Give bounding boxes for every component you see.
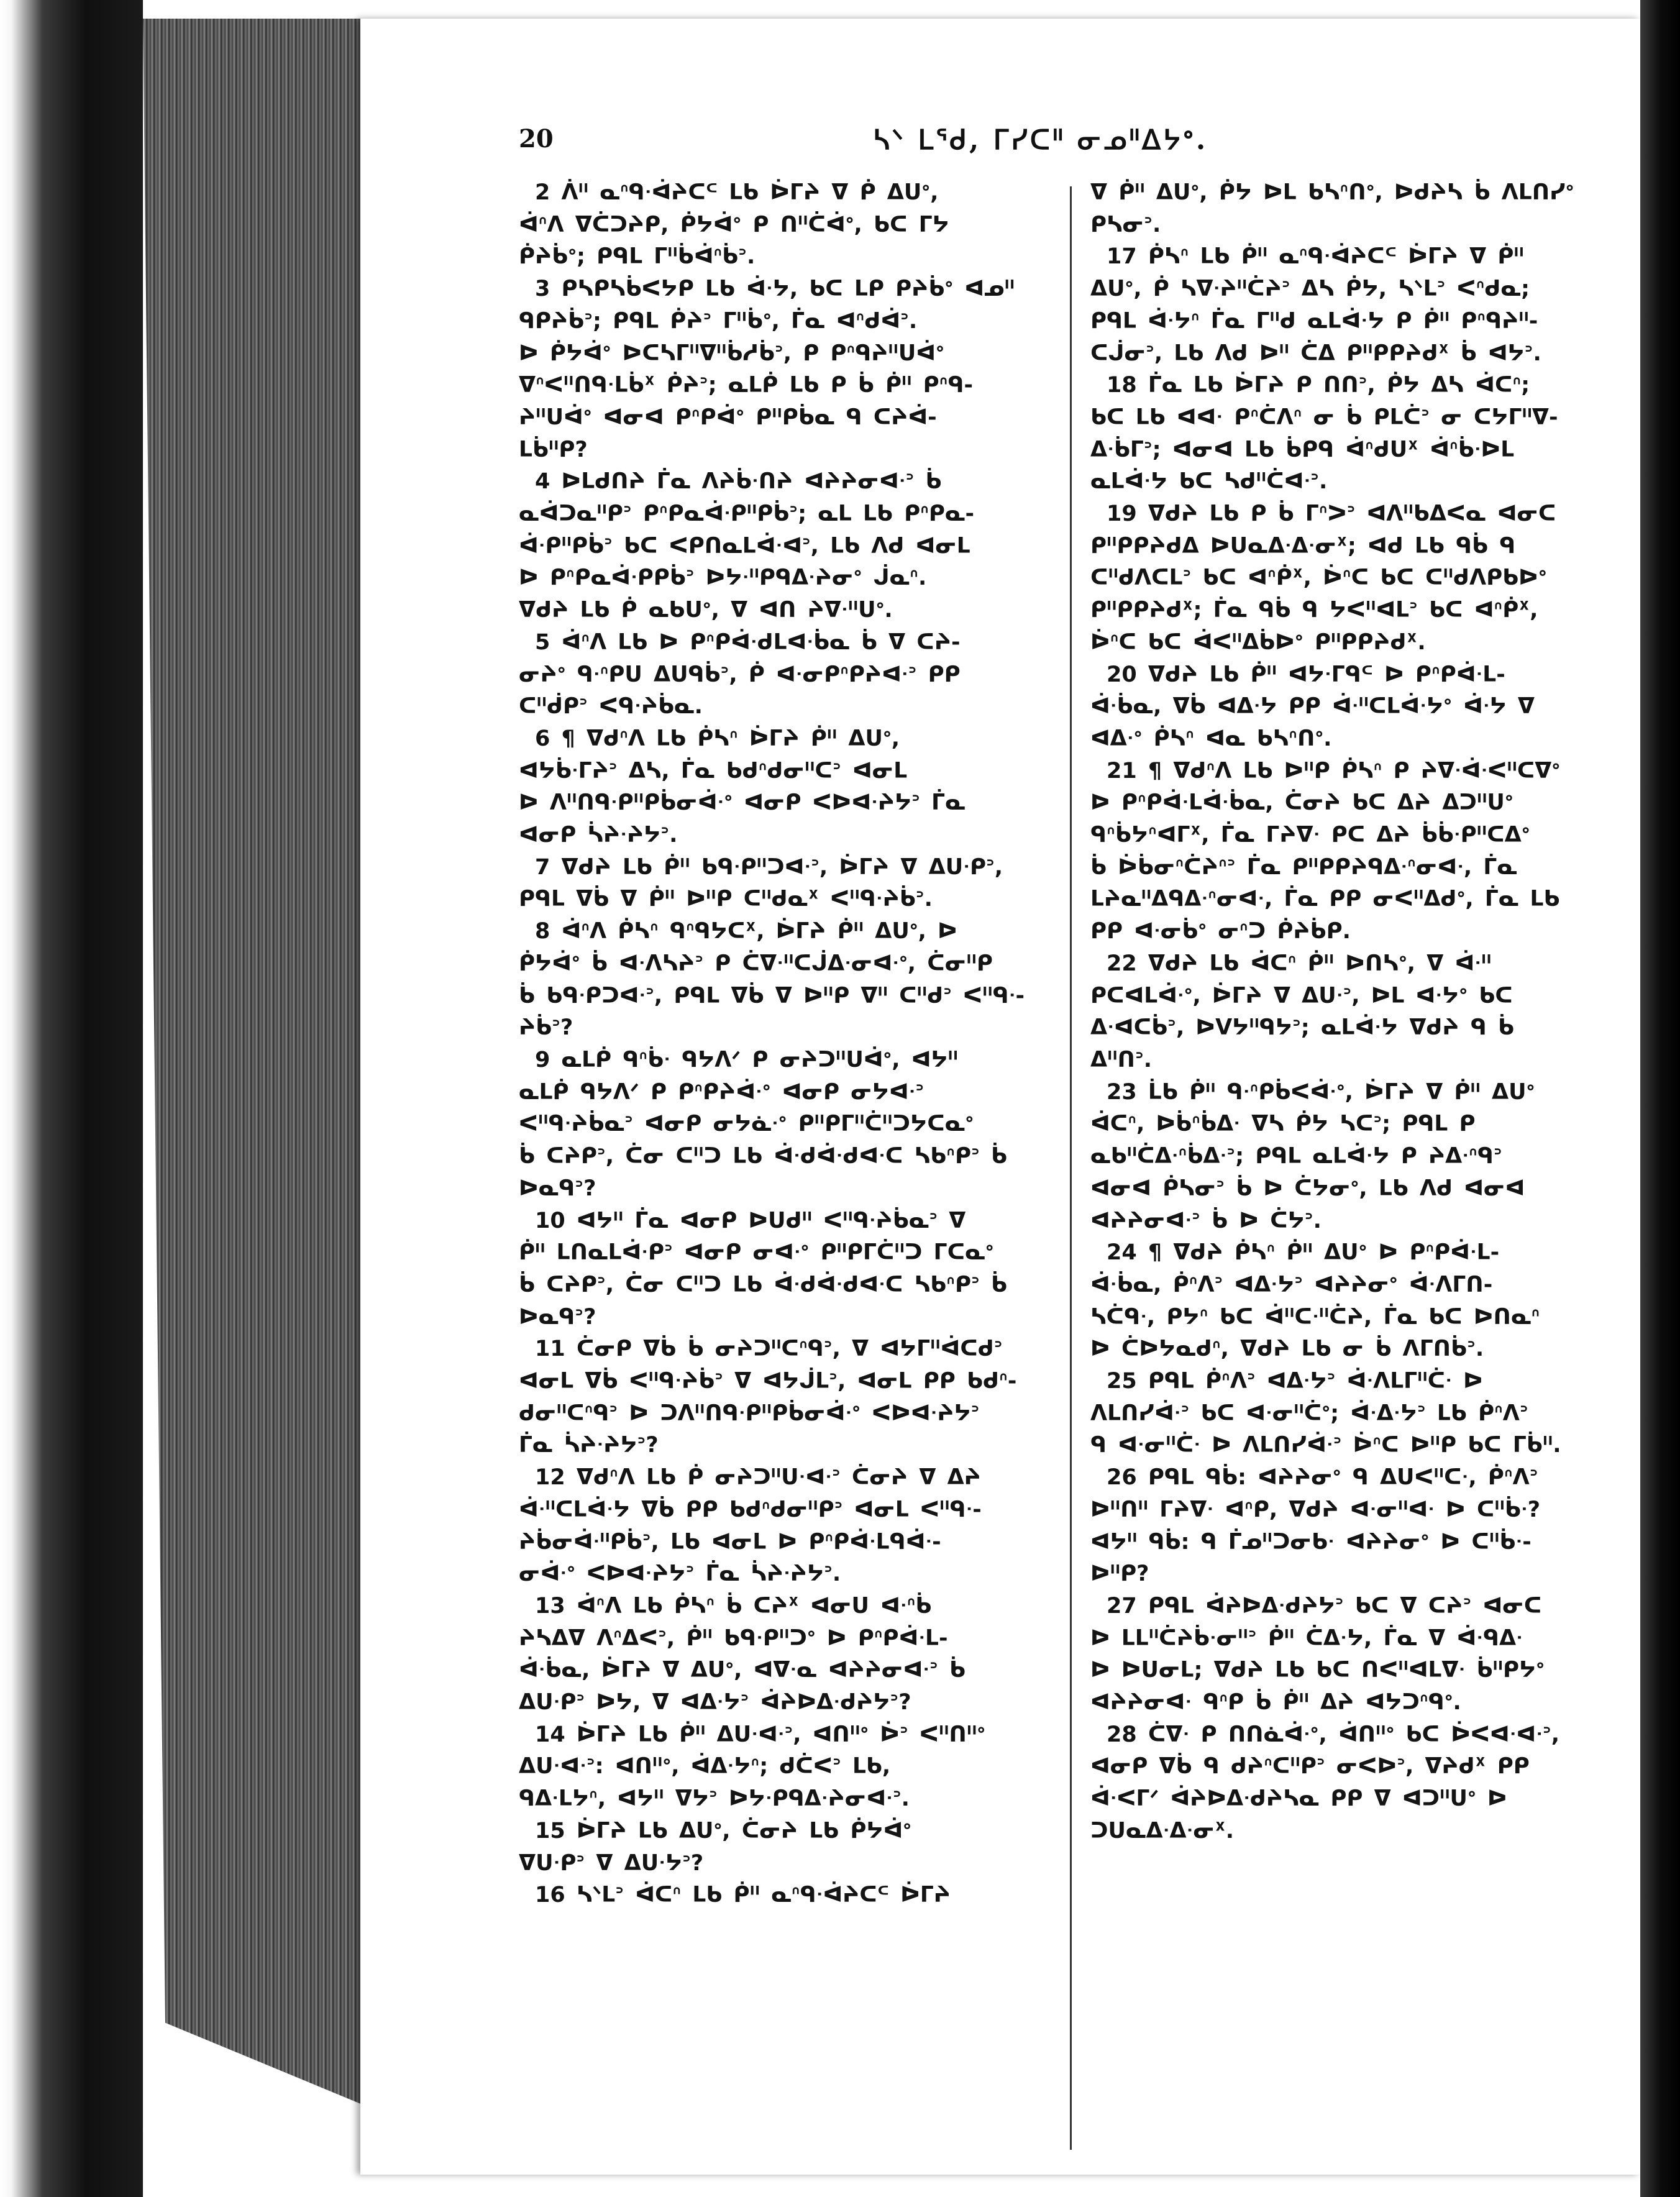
text-line: ᐊᓂᑭ ᐁᑳ ᑫ ᑯᔨᐢᑕᐦᑭᐣ ᓂᐸᐅᐣ, ᐁᔨᑯᕽ ᑭᑭ [1090,1754,1530,1779]
text-line: ᒦᓇ ᓵᔨᐧᔨᔭᐣ? [519,1433,659,1458]
text-line: ᑭᓴᓂᐣ. [1090,212,1161,237]
text-line: ᐋᐧᑳᓇ, ᐆᒥᔨ ᐁ ᐃᑌᐤ, ᐊᐁᐧᓇ ᐊᔨᔨᓂᐊᐧᐣ ᑳ [519,1658,966,1683]
text-line: 22 ᐁᑯᔨ ᒪᑲ ᐋᑕᐢ ᑮᐦ ᐅᑎᓴᐤ, ᐁ ᐋᐧᐦ [1107,951,1492,976]
text-line: ᐁᑌᐧᑭᐣ ᐁ ᐃᑌᐧᔭᐣ? [519,1850,704,1876]
text-line: ᐊᔭᐦ ᑫᑳ: ᑫ ᒦᓄᐦᑐᓂᑲᐧ ᐊᔨᔨᓂᐤ ᐅ ᑕᐦᑳᐧ- [1090,1529,1532,1555]
text-line: ᑯᓂᐦᑕᐢᑫᐣ ᐅ ᑐᐱᐦᑎᑫᐧᑭᐦᑭᑳᓂᐋᐧᐤ ᐸᐅᐊᐧᔨᔭᐣ [519,1400,980,1426]
text-line: ᓂᐋᐧᐤ ᐸᐅᐊᐧᔨᔭᐣ ᒦᓇ ᓵᔨᐧᔨᔭᐣ. [519,1561,841,1587]
text-line: ᐃᑌᐧᐊᐧᐣ: ᐊᑎᐦᐤ, ᐋᐃᐧᔭᐢ; ᑯᑖᐸᐣ ᒪᑲ, [519,1754,891,1779]
text-line: ᑕᐦᑯᐱᑕᒪᐣ ᑲᑕ ᐊᐢᑮᕽ, ᐆᐢᑕ ᑲᑕ ᑕᐦᑯᐱᑭᑲᐅᐤ [1090,565,1547,591]
text-line: ᐁᑯᔨ ᒪᑲ ᑮ ᓇᑲᑌᐤ, ᐁ ᐊᑎ ᔨᐁᐧᐦᑌᐤ. [519,598,893,623]
text-line: ᐊᔨᔨᓂᐊᐧ ᑫᐢᑭ ᑳ ᑮᐦ ᐃᔨ ᐊᔭᑐᐢᑫᐤ. [1090,1690,1461,1715]
text-line: ᐃᑌᐤ, ᑮ ᓴᐁᐧᔨᐦᑖᔨᐣ ᐃᓴ ᑮᔭ, ᓴᐠᒪᐣ ᐸᐢᑯᓇ; [1090,276,1530,302]
text-line: ᓇᒪᑮ ᑫᔭᐱᐟ ᑭ ᑭᐢᑭᔨᐋᐧᐤ ᐊᓂᑭ ᓂᔭᐊᐧᐣ [519,1079,924,1105]
text-line: 7 ᐁᑯᔨ ᒪᑲ ᑮᐦ ᑲᑫᐧᑭᐦᑐᐊᐧᐣ, ᐆᒥᔨ ᐁ ᐃᑌᐧᑭᐣ, [535,854,1003,880]
text-line: 16 ᓴᐠᒪᐣ ᐋᑕᐢ ᒪᑲ ᑮᐦ ᓇᐢᑫᐧᐋᔨᑕᒼ ᐆᒥᔨ [535,1883,951,1908]
text-line: 25 ᑭᑫᒪ ᑮᐢᐱᐣ ᐊᐃᐧᔭᐣ ᐋᐧᐱᒪᒥᐦᑖᐧ ᐅ [1107,1369,1483,1394]
text-line: ᐅᐦᑭ? [1090,1561,1149,1587]
scan-border-left [0,0,143,2197]
text-line: 21 ¶ ᐁᑯᐢᐱ ᒪᑲ ᐅᐦᑭ ᑮᓴᐢ ᑭ ᔨᐁᐧᐋᐧᐸᐦᑕᐁᐤ [1107,758,1561,783]
text-line: ᐋᐧᑳᓇ, ᐁᑳ ᐊᐃᐧᔭ ᑭᑭ ᐋᐧᐦᑕᒪᐋᐧᔭᐤ ᐋᐧᔭ ᐁ [1090,694,1535,719]
text-line: ᑕᐦᑰᑭᐣ ᐸᑫᐧᔨᑳᓇ. [519,694,703,719]
book-page-edges [143,19,367,2106]
text-line: ᑭᑫᒪ ᐁᑳ ᐁ ᑮᐦ ᐅᐦᑭ ᑕᐦᑯᓇᕽ ᐸᐦᑫᐧᔨᑳᐣ. [519,887,933,912]
text-line: ᐋᐧᑳᓇ, ᑮᐢᐱᐣ ᐊᐃᐧᔭᐣ ᐊᔨᔨᓂᐤ ᐋᐧᐱᒥᑎ- [1090,1272,1493,1297]
text-line: ᑭᑫᒪ ᐋᐧᔭᐢ ᒦᓇ ᒥᐦᑯ ᓇᒪᐋᐧᔭ ᑭ ᑮᐦ ᑭᐢᑫᔨᐦ- [1090,308,1538,334]
text-line: 12 ᐁᑯᐢᐱ ᒪᑲ ᑮ ᓂᔨᑐᐦᑌᐧᐊᐧᐣ ᑖᓂᔨ ᐁ ᐃᔨ [535,1465,981,1491]
text-line: ᑳ ᐆᑳᓂᐢᑖᔨᐢᐣ ᒦᓇ ᑭᐦᑭᑭᔨᑫᐃᐧᐢᓂᐊᐧ, ᒦᓇ [1090,854,1517,880]
text-line: ᐅ ᑭᐢᑭᐋᐧᒪᐋᐧᑳᓇ, ᑖᓂᔨ ᑲᑕ ᐃᔨ ᐃᑐᐦᑌᐤ [1090,790,1513,816]
text-line: ᐅ ᑭᐢᑭᓇᐋᐧᑭᑭᑳᐣ ᐅᔭᐧᐦᑭᑫᐃᐧᔨᓂᐤ ᒎᓇᐢ. [519,565,927,591]
text-line: ᐊᓂᒪ ᐁᑳ ᐸᐦᑫᐧᔨᑳᐣ ᐁ ᐊᔭᒎᒪᐣ, ᐊᓂᒪ ᑭᑭ ᑲᑯᐢ- [519,1369,1017,1394]
text-line: 19 ᐁᑯᔨ ᒪᑲ ᑭ ᑳ ᒥᐢᐳᐣ ᐊᐱᐦᑲᐃᐸᓇ ᐊᓂᑕ [1107,501,1556,527]
text-line: ᔨᐦᑌᐋᐤ ᐊᓂᐊ ᑭᐢᑭᐋᐤ ᑭᐦᑭᑳᓇ ᑫ ᑕᔨᐋ- [519,404,937,430]
text-line: 4 ᐅᒪᑯᑎᔨ ᒦᓇ ᐱᔨᑳᐧᑎᔨ ᐊᔨᔨᓂᐊᐧᐣ ᑳ [535,469,942,495]
text-line: ᐅ ᑮᔭᐋᐤ ᐅᑕᓴᒥᐦᐁᐦᑳᓱᑳᐣ, ᑭ ᑭᐢᑫᔨᐦᑌᐋᐤ [519,340,944,366]
text-line: ᑮᐦ ᒪᑎᓇᒪᐋᐧᑭᐣ ᐊᓂᑭ ᓂᐊᐧᐤ ᑭᐦᑭᒥᑖᐦᑐ ᒥᑕᓇᐤ [519,1240,994,1266]
text-line: ᐅᓇᑫᐣ? [519,1304,596,1330]
text-line: 11 ᑖᓂᑭ ᐁᑳ ᑳ ᓂᔨᑐᐦᑕᐢᑫᐣ, ᐁ ᐊᔭᒥᐦᐋᑕᑯᐣ [535,1336,1003,1362]
text-line: ᐅᐦᑎᐦ ᒥᔨᐁᐧ ᐊᐢᑭ, ᐁᑯᔨ ᐊᐧᓂᐦᐊᐧ ᐅ ᑕᐦᑳᐧ? [1090,1497,1541,1522]
text-line: 15 ᐆᒥᔨ ᒪᑲ ᐃᑌᐤ, ᑖᓂᔨ ᒪᑲ ᑮᔭᐋᐤ [535,1818,911,1843]
text-line: ᑫᑭᔨᑳᐣ; ᑭᑫᒪ ᑮᔨᐣ ᒥᐦᑳᐤ, ᒦᓇ ᐊᐢᑯᐋᐣ. [519,308,918,334]
text-line: 14 ᐆᒥᔨ ᒪᑲ ᑮᐦ ᐃᑌᐧᐊᐧᐣ, ᐊᑎᐦᐤ ᐆᐣ ᐸᐦᑎᐦᐤ [535,1722,986,1747]
right-column [1090,177,1625,1848]
text-line: 23 ᒫᑲ ᑮᐦ ᑫᐧᐢᑭᑳᐸᐋᐧᐤ, ᐆᒥᔨ ᐁ ᑮᐦ ᐃᑌᐤ [1107,1079,1535,1105]
text-line: ᐃᐧᑳᒥᐣ; ᐊᓂᐊ ᒪᑲ ᑳᑭᑫ ᐋᐢᑯᑌᕽ ᐋᐢᑳᐧᐅᒪ [1090,437,1515,462]
column-divider [1070,186,1072,2150]
text-line: ᑭᑭ ᐊᐧᓂᑳᐤ ᓂᐢᑐ ᑮᔨᑳᑭ. [1090,919,1351,944]
text-line: 3 ᑭᓴᑭᓴᑳᐸᔭᑭ ᒪᑲ ᐋᐧᔭ, ᑲᑕ ᒪᑭ ᑭᔨᑳᐤ ᐊᓄᐦ [535,276,1015,302]
text-line: ᑭᐦᑭᑭᔨᑯᕽ; ᒦᓇ ᑫᑳ ᑫ ᔭᐸᐦᐊᒪᐣ ᑲᑕ ᐊᐢᑮᕽ, [1090,598,1538,623]
text-line: 6 ¶ ᐁᑯᐢᐱ ᒪᑲ ᑮᓴᐢ ᐆᒥᔨ ᑮᐦ ᐃᑌᐤ, [535,726,900,751]
text-line: ᐋᐧᐸᒥᐟ ᐋᔨᐅᐃᐧᑯᔨᓴᓇ ᑭᑭ ᐁ ᐊᑐᐦᑌᐤ ᐅ [1090,1786,1507,1812]
text-line: ᐸᐦᑫᐧᔨᑳᓇᐣ ᐊᓂᑭ ᓂᔭᓈᐧᐤ ᑭᐦᑭᒥᐦᑖᐦᑐᔭᑕᓇᐤ [519,1112,974,1137]
running-title: ᓴᐠ ᒪᕐᑯ, ᒥᓯᑕᐦ ᓂᓄᐦᐃᔭᐤ. [873,124,1208,156]
text-line: ᑭᑕᐊᒪᐋᐧᐤ, ᐆᒥᔨ ᐁ ᐃᑌᐧᐣ, ᐅᒪ ᐊᐧᔭᐤ ᑲᑕ [1090,983,1513,1008]
text-line: ᐃᐧᐊᑕᑳᐣ, ᐅᐯᔭᐦᑫᔭᐣ; ᓇᒪᐋᐧᔭ ᐁᑯᔨ ᑫ ᑳ [1090,1015,1514,1041]
text-line: ᓂᔨᐤ ᑫᐧᐢᑭᑌ ᐃᑌᑫᑳᐣ, ᑮ ᐊᐧᓂᑭᐢᑭᔨᐊᐧᐣ ᑭᑭ [519,662,961,687]
text-line: 8 ᐋᐢᐱ ᑮᓴᐢ ᑫᐢᑫᔭᑕᕽ, ᐆᒥᔨ ᑮᐦ ᐃᑌᐤ, ᐅ [535,919,957,944]
text-line: 26 ᑭᑫᒪ ᑫᑳ: ᐊᔨᔨᓂᐤ ᑫ ᐃᑌᐸᐦᑕᐧ, ᑮᐢᐱᐣ [1107,1465,1538,1491]
text-line: ᑮᔭᐋᐤ ᑳ ᐊᐧᐱᓴᔨᐣ ᑭ ᑖᐁᐧᐦᑕᒎᐃᐧᓂᐊᐧᐤ, ᑖᓂᐦᑭ [519,951,993,976]
text-line: ᓇᒪᐋᐧᔭ ᑲᑕ ᓴᑯᐦᑖᐊᐧᐣ. [1090,469,1328,495]
text-line: ᐆᐢᑕ ᑲᑕ ᐋᐸᐦᐃᑳᐅᐤ ᑭᐦᑭᑭᔨᑯᕽ. [1090,629,1426,655]
text-line: 28 ᑖᐁᐧ ᑭ ᑎᑎᓈᐋᐧᐤ, ᐋᑎᐦᐤ ᑲᑕ ᐆᐸᐊᐧᐊᐧᐣ, [1107,1722,1560,1747]
text-line: ᐃᐦᑎᐣ. [1090,1047,1153,1072]
text-line: 18 ᒦᓇ ᒪᑲ ᐆᒥᔨ ᑭ ᑎᑎᐣ, ᑮᔭ ᐃᓴ ᐋᑕᐢ; [1107,373,1530,398]
text-line: ᑕᒎᓂᐣ, ᒪᑲ ᐱᑯ ᐅᐦ ᑖᐃ ᑭᐦᑭᑭᔨᑯᕽ ᑳ ᐊᔭᐣ. [1090,340,1541,366]
text-line: ᐋᐢᐱ ᐁᑖᑐᔨᑭ, ᑮᔭᐋᐤ ᑭ ᑎᐦᑖᐋᐤ, ᑲᑕ ᒥᔭ [519,212,949,237]
page-header [519,124,1631,162]
text-line: ᓇᐋᑐᓇᐦᑭᐣ ᑭᐢᑭᓇᐋᐧᑭᐦᑭᑳᐣ; ᓇᒪ ᒪᑲ ᑭᐢᑭᓇ- [519,501,975,527]
text-line: ᐋᐧᑭᐦᑭᑳᐣ ᑲᑕ ᐸᑭᑎᓇᒪᐋᐧᐊᐣ, ᒪᑲ ᐱᑯ ᐊᓂᒪ [519,533,970,559]
text-line: ᑳ ᑲᑫᐧᑭᑐᐊᐧᐣ, ᑭᑫᒪ ᐁᑳ ᐁ ᐅᐦᑭ ᐁᐦ ᑕᐦᑯᐣ ᐸᐦᑫᐧ- [519,983,1025,1008]
text-line: ᓇᑲᐦᑖᐃᐧᐢᑳᐃᐧᐣ; ᑭᑫᒪ ᓇᒪᐋᐧᔭ ᑭ ᔨᐃᐧᐢᑫᐣ [1090,1144,1502,1169]
text-line: ᐊᔨᔨᓂᐊᐧᐣ ᑳ ᐅ ᑖᔭᐣ. [1090,1208,1322,1233]
text-line: ᒪᔨᓇᐦᐃᑫᐃᐧᐢᓂᐊᐧ, ᒦᓇ ᑭᑭ ᓂᐸᐦᐃᑯᐤ, ᒦᓇ ᒪᑲ [1090,887,1560,912]
text-line: 10 ᐊᔭᐦ ᒦᓇ ᐊᓂᑭ ᐅᑌᑯᐦ ᐸᐦᑫᐧᔨᑳᓇᐣ ᐁ [535,1208,966,1233]
text-line: ᐋᑕᐢ, ᐅᑳᐢᑳᐃᐧ ᐁᓴ ᑮᔭ ᓴᑕᐣ; ᑭᑫᒪ ᑭ [1090,1112,1476,1137]
text-line: ᒪᑳᐦᑭ? [519,437,588,462]
text-line: 5 ᐋᐢᐱ ᒪᑲ ᐅ ᑭᐢᑭᐋᐧᑯᒪᐊᐧᑳᓇ ᑳ ᐁ ᑕᔨ- [535,629,961,655]
text-line: ᐅ ᑖᐅᔭᓇᑯᐢ, ᐁᑯᔨ ᒪᑲ ᓂ ᑳ ᐱᒥᑎᑳᐣ. [1090,1336,1484,1362]
text-line: ᑫᐃᐧᒪᔭᐢ, ᐊᔭᐦ ᐁᔭᐣ ᐅᔭᐧᑭᑫᐃᐧᔨᓂᐊᐧᐣ. [519,1786,910,1812]
left-column [519,177,1066,1912]
text-line: 2 ᐲᐦ ᓇᐢᑫᐧᐋᔨᑕᒼ ᒪᑲ ᐆᒥᔨ ᐁ ᑮ ᐃᑌᐤ, [535,180,939,205]
text-line: ᐅ ᐅᑌᓂᒪ; ᐁᑯᔨ ᒪᑲ ᑲᑕ ᑎᐸᐦᐊᒪᐁᐧ ᑳᐦᑭᔭᐤ [1090,1658,1545,1683]
text-line: ᐊᓂᐊ ᑮᓴᓂᐣ ᑳ ᐅ ᑖᔭᓂᐤ, ᒪᑲ ᐱᑯ ᐊᓂᐊ [1090,1176,1525,1201]
text-line: ᔨᓴᐃᐁ ᐱᐢᐃᐸᐣ, ᑮᐦ ᑲᑫᐧᑭᐦᑐᐤ ᐅ ᑭᐢᑭᐋᐧᒪ- [519,1625,948,1651]
text-line: ᐋᐧᐦᑕᒪᐋᐧᔭ ᐁᑳ ᑭᑭ ᑲᑯᐢᑯᓂᐦᑭᐣ ᐊᓂᒪ ᐸᐦᑫᐧ- [519,1497,982,1522]
text-line: ᔨᑳᓂᐋᐧᐦᑭᑳᐣ, ᒪᑲ ᐊᓂᒪ ᐅ ᑭᐢᑭᐋᐧᒪᑫᐋᐧ- [519,1529,941,1555]
text-line: ᐅᓇᑫᐣ? [519,1176,596,1201]
text-line: ᐅ ᐱᐦᑎᑫᐧᑭᐦᑭᑳᓂᐋᐧᐤ ᐊᓂᑭ ᐸᐅᐊᐧᔨᔭᐣ ᒦᓇ [519,790,966,816]
text-line: ᑲᑕ ᒪᑲ ᐊᐊᐧ ᑭᐢᑖᐱᐢ ᓂ ᑳ ᑭᒪᑖᐣ ᓂ ᑕᔭᒥᐦᐁ- [1090,404,1558,430]
text-line: ᐅ ᒪᒪᐦᑖᔨᑳᐧᓂᐦᐣ ᑮᐦ ᑖᐃᐧᔭ, ᒦᓇ ᐁ ᐋᐧᑫᐃᐧ [1090,1625,1523,1651]
text-line: ᑳ ᑕᔨᑭᐣ, ᑖᓂ ᑕᐦᑐ ᒪᑲ ᐋᐧᑯᐋᐧᑯᐊᐧᑕ ᓴᑲᐢᑭᐣ ᑳ [519,1272,1007,1297]
text-line: 27 ᑭᑫᒪ ᐋᔨᐅᐃᐧᑯᔨᔭᐣ ᑲᑕ ᐁ ᑕᔨᐣ ᐊᓂᑕ [1107,1593,1542,1619]
text-line: 17 ᑮᓴᐢ ᒪᑲ ᑮᐦ ᓇᐢᑫᐧᐋᔨᑕᒼ ᐆᒥᔨ ᐁ ᑮᐦ [1107,244,1524,270]
text-line: ᐊᐃᐧᐤ ᑮᓴᐢ ᐊᓇ ᑲᓴᐢᑎᐤ. [1090,726,1332,751]
text-line: ᑮᔨᑳᐤ; ᑭᑫᒪ ᒥᐦᑳᐋᐢᑳᐣ. [519,244,756,270]
text-line: 13 ᐋᐢᐱ ᒪᑲ ᑮᓴᐢ ᑳ ᑕᔨᕽ ᐊᓂᑌ ᐊᐧᐢᑳ [535,1593,932,1619]
text-line: 24 ¶ ᐁᑯᔨ ᑮᓴᐢ ᑮᐦ ᐃᑌᐤ ᐅ ᑭᐢᑭᐋᐧᒪ- [1107,1240,1500,1266]
text-line: ᐊᓂᑭ ᓵᔨᐧᔨᔭᐣ. [519,823,678,848]
text-line: ᔨᑳᐣ? [519,1015,573,1041]
page-number: 20 [519,124,554,153]
text-line: ᐊᔭᑳᐧᒥᔨᐣ ᐃᓴ, ᒦᓇ ᑲᑯᐢᑯᓂᐦᑕᐣ ᐊᓂᒪ [519,758,908,783]
text-line: 20 ᐁᑯᔨ ᒪᑲ ᑮᐦ ᐊᔭᐧᒥᑫᒼ ᐅ ᑭᐢᑭᐋᐧᒪ- [1107,662,1505,687]
text-line: ᓴᑖᑫᐧ, ᑭᔭᐢ ᑲᑕ ᐋᐦᑕᐧᐦᑖᔨ, ᒦᓇ ᑲᑕ ᐅᑎᓇᐢ [1090,1304,1540,1330]
scan-border-right [1640,0,1680,2197]
text-line: ᐁᐢᐸᐦᑎᑫᐧᒪᑳᕽ ᑮᔨᐣ; ᓇᒪᑮ ᒪᑲ ᑭ ᑳ ᑮᐦ ᑭᐢᑫ- [519,373,973,398]
text-line: ᑐᑌᓇᐃᐧᐃᐧᓂᕽ. [1090,1818,1235,1843]
text-line: ᐃᑌᐧᑭᐣ ᐅᔭ, ᐁ ᐊᐃᐧᔭᐣ ᐋᔨᐅᐃᐧᑯᔨᔭᐣ? [519,1690,911,1715]
text-line: ᐁ ᑮᐦ ᐃᑌᐤ, ᑮᔭ ᐅᒪ ᑲᓴᐢᑎᐤ, ᐅᑯᔨᓴ ᑳ ᐱᒪᑎᓯᐤ [1090,180,1574,205]
text-line: 9 ᓇᒪᑮ ᑫᐢᑳᐧ ᑫᔭᐱᐟ ᑭ ᓂᔨᑐᐦᑌᐋᐤ, ᐊᔭᐦ [535,1047,958,1072]
text-line: ᑭᐦᑭᑭᔨᑯᐃ ᐅᑌᓇᐃᐧᐃᐧᓂᕽ; ᐊᑯ ᒪᑲ ᑫᑳ ᑫ [1090,533,1516,559]
text-line: ᑫ ᐊᐧᓂᐦᑖᐧ ᐅ ᐱᒪᑎᓯᐋᐧᐣ ᐆᐢᑕ ᐅᐦᑭ ᑲᑕ ᒥᑳᐦ. [1090,1433,1561,1458]
text-line: ᐱᒪᑎᓯᐋᐧᐣ ᑲᑕ ᐊᐧᓂᐦᑖᐤ; ᐋᐧᐃᐧᔭᐣ ᒪᑲ ᑮᐢᐱᐣ [1090,1400,1528,1426]
text-line: ᑫᐢᑳᔭᐢᐊᒥᕽ, ᒦᓇ ᒥᔨᐁᐧ ᑭᑕ ᐃᔨ ᑳᑳᐧᑭᐦᑕᐃᐤ [1090,823,1530,848]
text-line: ᑳ ᑕᔨᑭᐣ, ᑖᓂ ᑕᐦᑐ ᒪᑲ ᐋᐧᑯᐋᐧᑯᐊᐧᑕ ᓴᑲᐢᑭᐣ ᑳ [519,1144,1007,1169]
